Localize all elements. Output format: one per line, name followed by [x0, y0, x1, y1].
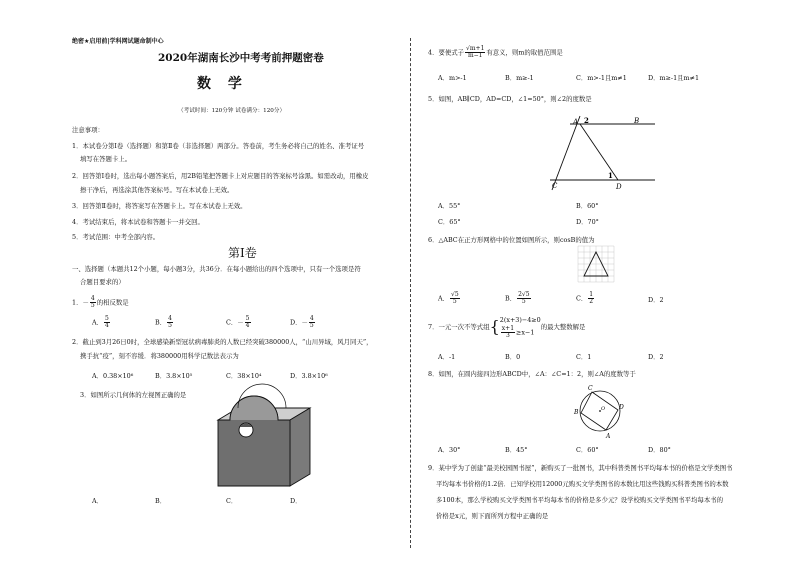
option-a[interactable]: A． $\frac{5}{4}$	[92, 315, 109, 329]
note-line: 填写在答题卡上。	[80, 155, 132, 163]
label-angle-2: 2	[584, 116, 589, 125]
question-3: 3．如图所示几何体的左视图正确的是	[80, 391, 187, 399]
label-d: D	[616, 183, 622, 191]
note-line: 擦干净后，再选涂其他答案标号。写在本试卷上无效。	[80, 186, 234, 194]
option-d[interactable]: D．m≥-1且m≠1	[648, 74, 700, 82]
section-intro: 合题目要求的）	[80, 278, 125, 286]
question-6: 6．△ABC在正方形网格中的位置如图所示，则cosB的值为	[428, 236, 595, 244]
option-d[interactable]: D．	[290, 497, 302, 505]
option-a[interactable]: A．	[92, 497, 104, 505]
option-a[interactable]: A．30°	[438, 446, 461, 454]
exam-info: （考试时间：120分钟 试卷满分：120分）	[178, 108, 286, 114]
option-c[interactable]: C．60°	[576, 446, 599, 454]
note-line: 4．考试结束后，将本试卷和答题卡一并交回。	[72, 218, 204, 226]
label-c: C	[552, 182, 558, 190]
note-line: 3．回答第Ⅱ卷时，将答案写在答题卡上。写在本试卷上无效。	[72, 202, 247, 210]
option-a[interactable]: A．-1	[438, 353, 456, 361]
option-c[interactable]: C．	[226, 497, 238, 505]
option-a[interactable]: A．0.38×10⁶	[92, 372, 134, 380]
option-c[interactable]: C．m>-1且m≠1	[576, 74, 627, 82]
label-a: A	[606, 433, 611, 440]
option-a[interactable]: A．m>-1	[438, 74, 467, 82]
option-d[interactable]: D．2	[648, 353, 664, 361]
label-b: B	[634, 117, 640, 125]
option-b[interactable]: B．45°	[505, 446, 528, 454]
option-b[interactable]: B．m≥-1	[505, 74, 534, 82]
option-d[interactable]: D．－ $\frac{4}{5}$	[290, 315, 314, 329]
note-line: 2．回答第Ⅰ卷时，选出每小题答案后，用2B铅笔把答题卡上对应题目的答案标号涂黑。如需改动，用橡皮	[72, 172, 369, 180]
label-a: A	[573, 118, 579, 126]
option-d[interactable]: D．2	[648, 296, 664, 304]
question-number: 1．	[72, 298, 83, 307]
parallel-lines-figure	[540, 112, 660, 194]
sign: －	[82, 298, 89, 307]
option-d[interactable]: D．70°	[576, 218, 599, 226]
note-line: 5．考试范围：中考全部内容。	[72, 233, 160, 241]
option-d[interactable]: D．3.8×10⁶	[290, 372, 328, 380]
section-intro: 一、选择题（本题共12个小题，每小题3分，共36分．在每小题给出的四个选项中，只有一个选项是符	[72, 265, 361, 273]
question-8: 8．如图，在圆内接四边形ABCD中，∠A：∠C=1：2，则∠A的度数等于	[428, 370, 636, 378]
question-5: 5．如图，AB∥CD，AD=CD，∠1=50°，则∠2的度数是	[428, 95, 592, 103]
question-9-line: 价格是x元，则下面所列方程中正确的是	[436, 512, 549, 520]
notes-title: 注意事项：	[72, 126, 104, 134]
label-d: D	[619, 404, 624, 411]
question-9-line: 平均每本书价格的1.2倍．已知学校用12000元购买文学类图书的本数比用这些钱购买科普类图书的本数	[436, 480, 729, 488]
option-a[interactable]: A． $\frac{√5}{5}$	[438, 291, 459, 305]
option-d[interactable]: D．80°	[648, 446, 671, 454]
option-b[interactable]: B． $\frac{2√5}{5}$	[505, 291, 530, 305]
question-9-line: 9．某中学为了创建“最美校园图书屋”，新购买了一批图书，其中科普类图书平均每本书的价格是文学类图书	[428, 464, 733, 472]
option-c[interactable]: C．65°	[438, 218, 461, 226]
label-c: C	[588, 385, 593, 392]
option-b[interactable]: B．3.8×10⁵	[155, 372, 193, 380]
inscribed-quadrilateral-figure	[570, 384, 630, 440]
option-b[interactable]: B． $\frac{4}{5}$	[155, 315, 172, 329]
option-b[interactable]: B．	[155, 497, 167, 505]
question-4: 4．要使式子 $\frac{√m+1}{m-1}$ 有意义，则m的取值范围是	[428, 45, 563, 59]
note-line: 1．本试卷分第Ⅰ卷（选择题）和第Ⅱ卷（非选择题）两部分。答卷前，考生务必将自己的姓名、准考证号	[72, 142, 365, 150]
option-c[interactable]: C．38×10⁴	[226, 372, 262, 380]
label-angle-1: 1	[608, 171, 613, 180]
question-7: 7．一元一次不等式组 { 2(x+3)−4≥0 $\frac{x+1}{3}$ ≥x−1 的最大整数解是	[428, 316, 586, 339]
option-c[interactable]: C． $\frac{1}{2}$	[576, 291, 594, 305]
header-watermark: 绝密★启用前|学科网试题命制中心	[72, 38, 164, 45]
column-divider	[410, 38, 411, 548]
option-b[interactable]: B．0	[505, 353, 521, 361]
option-c[interactable]: C．1	[576, 353, 592, 361]
grid-triangle-figure	[578, 246, 618, 288]
question-9-line: 多100本，那么学校购买文学类图书平均每本书的价格是多少元？设学校购买文学类图书平均每本书的	[436, 496, 723, 504]
part-title: 第Ⅰ卷	[228, 246, 257, 260]
fraction: $\frac{4}{5}$	[90, 295, 95, 309]
solid-figure	[210, 400, 320, 495]
question-text: 的相反数是	[96, 298, 129, 307]
exam-title: 2020年湖南长沙中考考前押题密卷	[158, 52, 324, 64]
subject-title: 数 学	[197, 76, 248, 92]
option-b[interactable]: B．60°	[576, 202, 599, 210]
question-2-line: 2．截止到3月26日0时，全球感染新型冠状病毒肺炎的人数已经突破380000人，“山川异域，风月同天”，	[72, 338, 373, 346]
option-a[interactable]: A．55°	[438, 202, 461, 210]
label-b: B	[574, 409, 579, 416]
label-o: O	[601, 406, 606, 412]
question-1	[72, 296, 129, 309]
option-c[interactable]: C．－ $\frac{5}{4}$	[226, 315, 250, 329]
question-2-line: 携手抗“疫”，刻不容缓．将380000用科学记数法表示为	[80, 352, 239, 360]
